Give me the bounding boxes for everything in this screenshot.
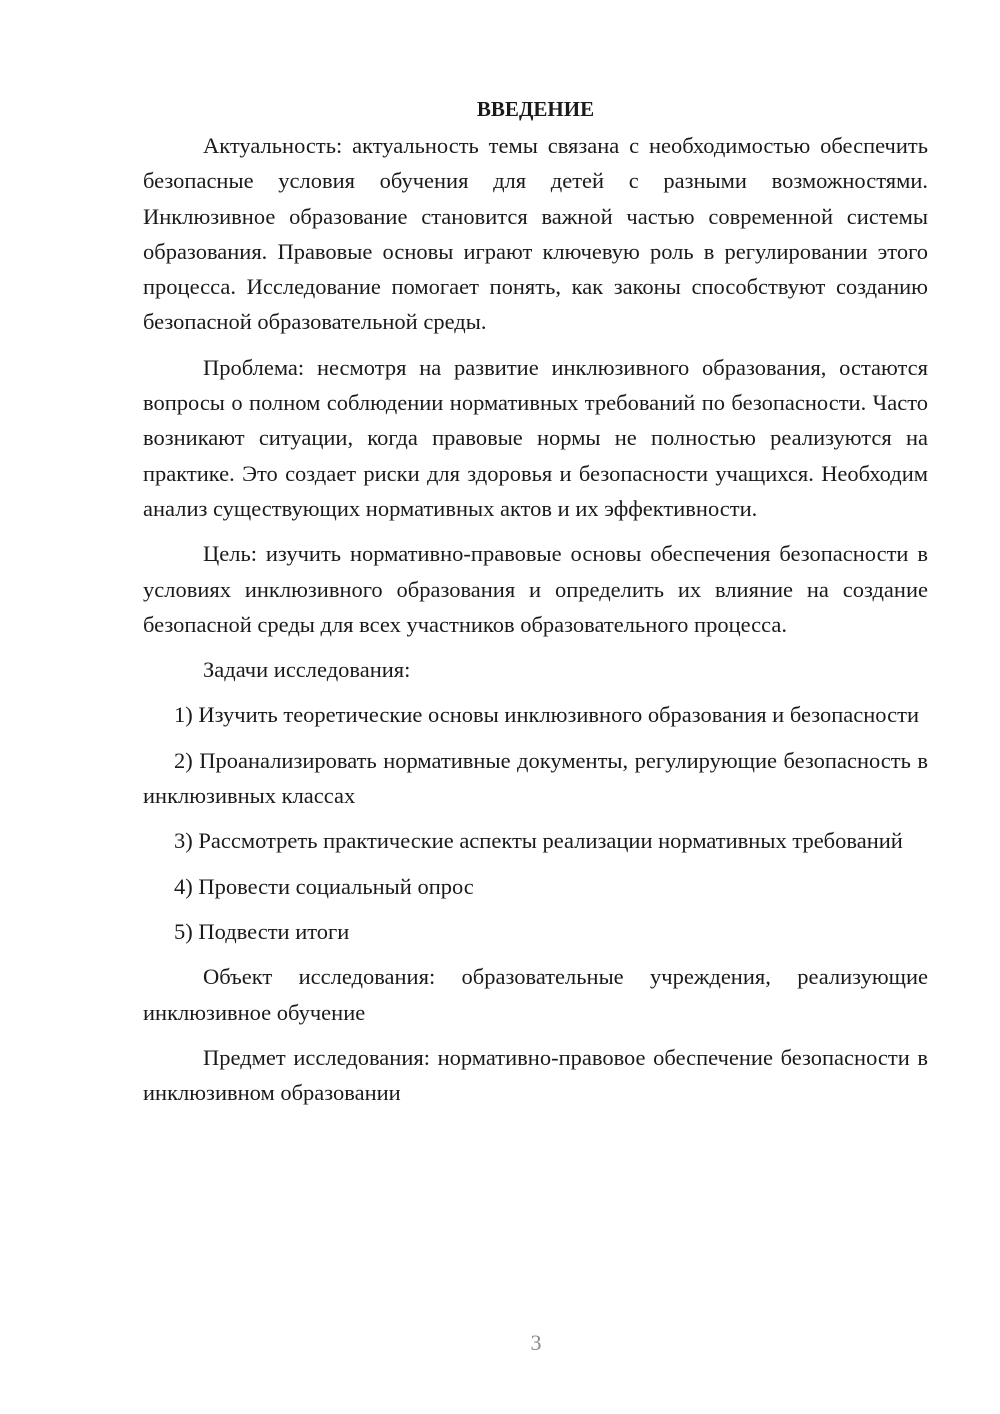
paragraph-goal: Цель: изучить нормативно-правовые основы обеспечения безопасности в условиях инклюзивного образования и определить их влияние на создание безопасной среды для всех участников образовательного процесса. — [143, 541, 928, 637]
task-item: 4) Провести социальный опрос — [174, 873, 474, 899]
page-title: ВВЕДЕНИЕ — [476, 97, 595, 121]
tasks-list — [143, 697, 928, 949]
task-item: 3) Рассмотреть практические аспекты реализации нормативных требований — [174, 828, 903, 854]
paragraph-relevance: Актуальность: актуальность темы связана с необходимостью обеспечить безопасные условия обучения для детей с разными возможностями. Инклюзивное образование становится важной частью современной системы образования. Правовые основы играют ключевую роль в регулировании этого процесса. Исследование помогает понять, как законы способствуют созданию безопасной образовательной среды. — [143, 133, 928, 335]
paragraph-subject: Предмет исследования: нормативно-правовое обеспечение безопасности в инклюзивном образовании — [143, 1044, 928, 1106]
tasks-heading: Задачи исследования: — [203, 657, 411, 683]
page-number: 3 — [530, 1330, 542, 1355]
task-item: 2) Проанализировать нормативные документы, регулирующие безопасность в инклюзивных классах — [143, 747, 928, 809]
task-item: 1) Изучить теоретические основы инклюзивного образования и безопасности — [174, 702, 919, 728]
task-item: 5) Подвести итоги — [174, 918, 350, 944]
paragraph-problem: Проблема: несмотря на развитие инклюзивного образования, остаются вопросы о полном соблюдении нормативных требований по безопасности. Часто возникают ситуации, когда правовые нормы не полностью реализуются на практике. Это создает риски для здоровья и безопасности учащихся. Необходим анализ существующих нормативных актов и их эффективности. — [143, 354, 928, 521]
page-content — [143, 92, 928, 1120]
paragraph-object: Объект исследования: образовательные учреждения, реализующие инклюзивное обучение — [143, 964, 928, 1025]
